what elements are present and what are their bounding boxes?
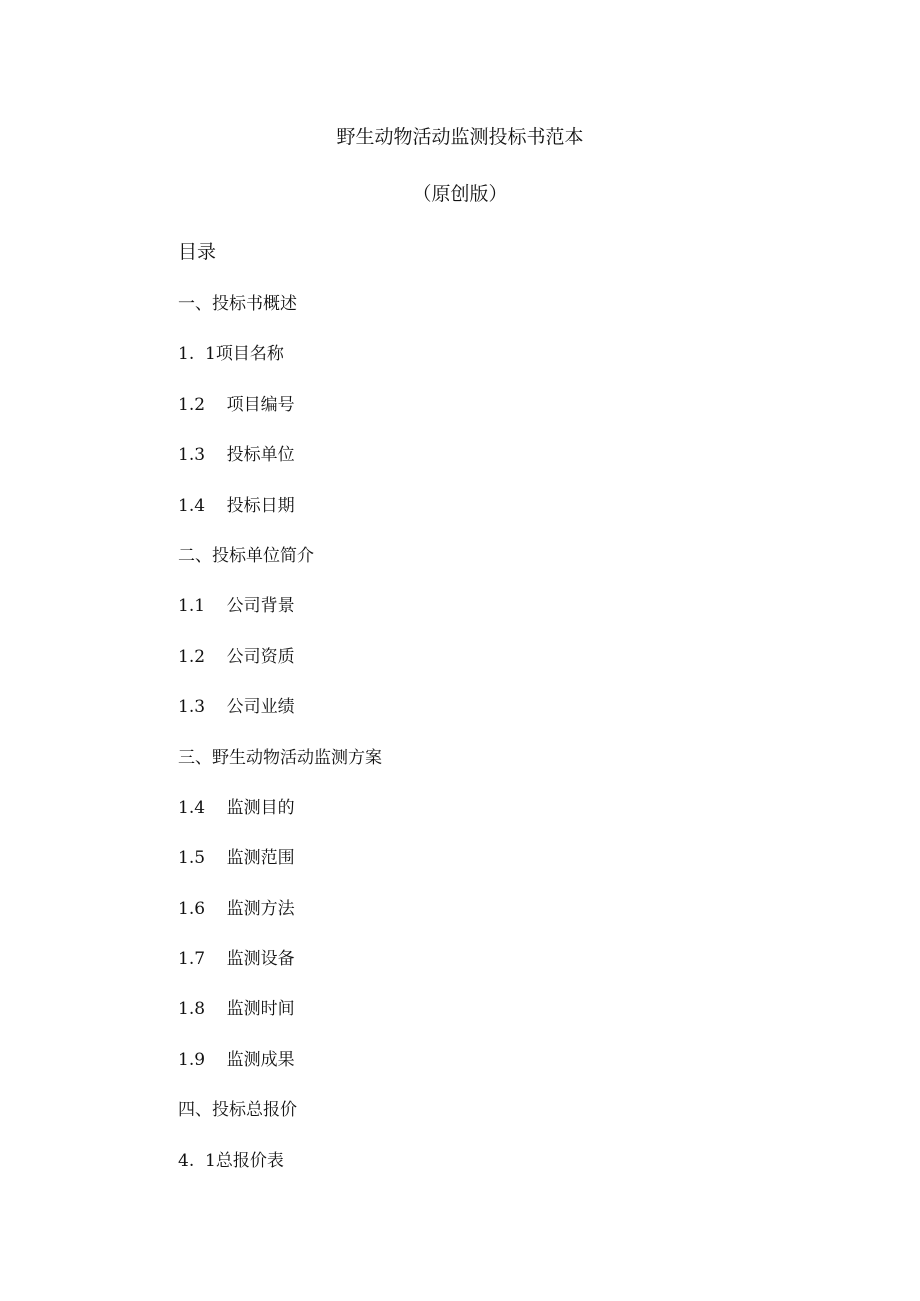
- toc-item-text: 投标书概述: [212, 294, 297, 314]
- toc-item-number: 1.4: [178, 495, 227, 516]
- toc-item-number: 1.2: [178, 646, 227, 667]
- toc-item-number: 1.7: [178, 949, 227, 970]
- toc-item: [178, 292, 382, 342]
- toc-item: [178, 645, 382, 695]
- toc-item: [178, 846, 382, 896]
- toc-item: [178, 342, 382, 392]
- toc-item-text: 监测目的: [226, 797, 295, 818]
- toc-item-number: 四、: [178, 1100, 212, 1121]
- toc-item-text: 公司资质: [226, 646, 295, 667]
- toc-item-number: 1.9: [178, 1049, 227, 1070]
- toc-item: [178, 393, 382, 443]
- toc-item: [178, 544, 382, 594]
- toc-item-text: 监测成果: [226, 1049, 295, 1070]
- toc-item: [178, 594, 382, 644]
- toc-item-text: 总报价表: [215, 1150, 284, 1171]
- toc-item-text: 公司背景: [226, 596, 295, 617]
- toc-item-text: 投标总报价: [212, 1100, 297, 1121]
- toc-item-number: 1.2: [178, 394, 227, 415]
- toc-item: [178, 947, 382, 997]
- toc-item-text: 野生动物活动监测方案: [212, 747, 382, 768]
- toc-item: [178, 1149, 382, 1199]
- toc-item-number: 1.6: [178, 898, 227, 919]
- toc-item-number: 1. 1: [178, 344, 216, 365]
- toc-item: [178, 796, 382, 846]
- toc-item: [178, 1048, 382, 1098]
- toc-item-number: 1.1: [178, 596, 227, 617]
- toc-item-text: 投标单位: [226, 445, 295, 466]
- toc-item: [178, 897, 382, 947]
- toc-item: [178, 1098, 382, 1148]
- toc-item: [178, 695, 382, 745]
- toc-item: [178, 494, 382, 544]
- toc-item-number: 二、: [178, 545, 212, 566]
- toc-item: [178, 746, 382, 796]
- toc-item-number: 一、: [178, 294, 212, 314]
- toc-item-number: 1.3: [178, 697, 227, 718]
- toc-item-text: 监测方法: [226, 898, 295, 919]
- document-subtitle: （原创版）: [412, 183, 508, 205]
- toc-item-text: 投标日期: [226, 495, 295, 516]
- table-of-contents: [178, 292, 382, 1199]
- toc-item-number: 1.8: [178, 999, 227, 1020]
- toc-item-number: 1.4: [178, 797, 227, 818]
- toc-item: [178, 997, 382, 1047]
- toc-item: [178, 443, 382, 493]
- toc-item-text: 监测范围: [226, 848, 295, 869]
- toc-item-number: 1.3: [178, 445, 227, 466]
- toc-item-text: 投标单位简介: [212, 545, 314, 566]
- toc-item-number: 1.5: [178, 848, 227, 869]
- toc-item-number: 三、: [178, 747, 212, 768]
- toc-heading: 目录: [178, 241, 217, 263]
- toc-item-text: 项目名称: [215, 344, 284, 365]
- toc-item-text: 监测时间: [226, 999, 295, 1020]
- toc-item-text: 公司业绩: [226, 697, 295, 718]
- document-title: 野生动物活动监测投标书范本: [336, 126, 584, 148]
- toc-item-text: 项目编号: [226, 394, 295, 415]
- toc-item-number: 4. 1: [178, 1150, 216, 1171]
- toc-item-text: 监测设备: [226, 949, 295, 970]
